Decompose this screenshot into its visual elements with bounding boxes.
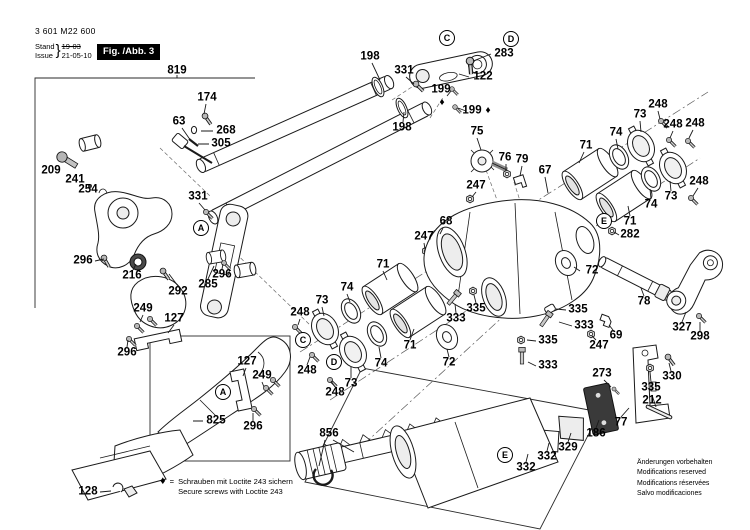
part-callout-71: 71	[579, 139, 593, 152]
part-callout-73: 73	[315, 294, 329, 307]
part-callout-254: 254	[78, 183, 98, 196]
elbow-69	[599, 314, 613, 327]
part-callout-122: 122	[473, 70, 493, 83]
ref-letter-C: C	[295, 332, 311, 348]
part-callout-332: 332	[516, 461, 536, 474]
part-callout-♦: ♦	[439, 97, 445, 108]
part-callout-247: 247	[589, 339, 609, 352]
part-callout-305: 305	[211, 137, 231, 150]
clip-79	[513, 175, 526, 190]
part-callout-282: 282	[620, 228, 640, 241]
part-callout-72: 72	[442, 356, 456, 369]
part-callout-335: 335	[538, 334, 558, 347]
part-callout-248: 248	[663, 118, 683, 131]
part-callout-71: 71	[403, 339, 417, 352]
part-callout-332: 332	[537, 450, 557, 463]
part-callout-71: 71	[623, 215, 637, 228]
part-callout-248: 248	[685, 117, 705, 130]
ref-letter-E: E	[497, 447, 513, 463]
loctite-legend	[160, 477, 293, 497]
part-callout-285: 285	[198, 278, 218, 291]
part-callout-77: 77	[614, 416, 628, 429]
part-callout-73: 73	[664, 190, 678, 203]
part-callout-819: 819	[167, 64, 187, 77]
part-callout-198: 198	[392, 121, 412, 134]
part-callout-241: 241	[65, 173, 85, 186]
part-callout-75: 75	[470, 125, 484, 138]
part-callout-249: 249	[252, 369, 272, 382]
part-callout-333: 333	[574, 319, 594, 332]
part-callout-174: 174	[197, 91, 217, 104]
part-callout-335: 335	[466, 302, 486, 315]
part-callout-73: 73	[344, 377, 358, 390]
stand-issue-block	[35, 42, 96, 61]
part-callout-212: 212	[642, 394, 662, 407]
part-callout-63: 63	[172, 115, 186, 128]
part-callout-825: 825	[206, 414, 226, 427]
part-callout-247: 247	[466, 179, 486, 192]
spindle-assembly-856	[293, 397, 558, 508]
part-callout-216: 216	[122, 269, 142, 282]
legend-equals: =	[169, 477, 175, 486]
stand-label: Stand	[35, 42, 55, 51]
part-callout-327: 327	[672, 321, 692, 334]
header-block	[35, 26, 96, 61]
part-callout-856: 856	[319, 427, 339, 440]
legend-line-en: Secure screws with Loctite 243	[178, 486, 283, 496]
part-callout-296: 296	[73, 254, 93, 267]
part-callout-247: 247	[414, 230, 434, 243]
part-callout-248: 248	[325, 386, 345, 399]
part-callout-248: 248	[648, 98, 668, 111]
part-callout-209: 209	[41, 164, 61, 177]
nut-76	[504, 170, 511, 178]
ref-letter-A: A	[193, 220, 209, 236]
part-callout-199: 199	[431, 83, 451, 96]
part-callout-335: 335	[641, 381, 661, 394]
part-callout-296: 296	[212, 268, 232, 281]
issue-value: 21-05-10	[61, 51, 92, 61]
part-callout-127: 127	[164, 312, 184, 325]
part-callout-273: 273	[592, 367, 612, 380]
part-callout-79: 79	[515, 153, 529, 166]
ref-letter-E: E	[596, 213, 612, 229]
modification-note-line: Modifications réservées	[637, 479, 710, 487]
issue-label: Issue	[35, 51, 53, 61]
part-callout-73: 73	[633, 108, 647, 121]
ref-letter-D: D	[326, 354, 342, 370]
part-callout-333: 333	[446, 312, 466, 325]
part-callout-72: 72	[585, 264, 599, 277]
part-callout-74: 74	[374, 357, 388, 370]
part-callout-268: 268	[216, 124, 236, 137]
clamp-lever-327	[664, 243, 726, 322]
ref-letter-C: C	[439, 30, 455, 46]
part-callout-78: 78	[637, 295, 651, 308]
stand-value: 19-03	[61, 42, 81, 51]
part-callout-248: 248	[290, 306, 310, 319]
bevel-shaft-78	[596, 254, 673, 302]
part-callout-67: 67	[538, 164, 552, 177]
part-callout-198: 198	[360, 50, 380, 63]
part-callout-76: 76	[498, 151, 512, 164]
diamond-icon: ♦	[160, 475, 166, 487]
part-callout-249: 249	[133, 302, 153, 315]
legend-line-de: Schrauben mit Loctite 243 sichern	[178, 477, 293, 486]
figure-number-box: Fig. /Abb. 3	[97, 44, 160, 60]
part-callout-♦: ♦	[485, 105, 491, 116]
part-callout-333: 333	[538, 359, 558, 372]
modification-notes	[637, 458, 712, 499]
screw-298	[696, 313, 705, 322]
part-callout-331: 331	[188, 190, 208, 203]
part-callout-248: 248	[689, 175, 709, 188]
part-callout-248: 248	[297, 364, 317, 377]
modification-note-line: Modifications reserved	[637, 469, 706, 477]
part-callout-298: 298	[690, 330, 710, 343]
part-callout-127: 127	[237, 355, 257, 368]
part-callout-68: 68	[439, 215, 453, 228]
part-callout-128: 128	[78, 485, 98, 498]
part-callout-296: 296	[243, 420, 263, 433]
part-callout-292: 292	[168, 285, 188, 298]
part-callout-330: 330	[662, 370, 682, 383]
chip-deflector-825	[72, 316, 290, 500]
part-callout-335: 335	[568, 303, 588, 316]
ref-letter-D: D	[503, 31, 519, 47]
part-callout-74: 74	[340, 281, 354, 294]
part-callout-283: 283	[494, 47, 514, 60]
modification-note-line: Salvo modificaciones	[637, 490, 702, 498]
part-callout-331: 331	[394, 64, 414, 77]
product-number: 3 601 M22 600	[35, 26, 96, 36]
part-callout-71: 71	[376, 258, 390, 271]
part-callout-74: 74	[644, 198, 658, 211]
part-callout-74: 74	[609, 126, 623, 139]
part-callout-296: 296	[117, 346, 137, 359]
brace-glyph: }	[55, 42, 61, 59]
part-callout-69: 69	[609, 329, 623, 342]
part-callout-329: 329	[558, 441, 578, 454]
ref-letter-A: A	[215, 384, 231, 400]
part-callout-199: 199	[462, 104, 482, 117]
modification-note-line: Änderungen vorbehalten	[637, 459, 713, 466]
part-callout-186: 186	[586, 427, 606, 440]
